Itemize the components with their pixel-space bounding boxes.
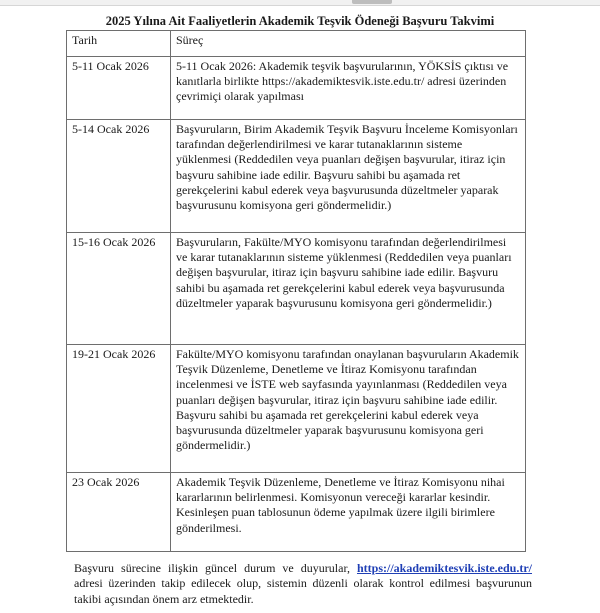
footer-note [74,561,532,607]
footer-text-after: adresi üzerinden takip edilecek olup, sistemin düzenli olarak kontrol edilmesi başvurunun takibi açısından önem arz etmektedir. [74,576,532,606]
table-row [67,473,526,552]
row-process: Başvuruların, Birim Akademik Teşvik Başvuru İnceleme Komisyonları tarafından değerlendirilmesi ve karar tutanaklarının sisteme yüklenmesi (Reddedilen veya puanları değişen başvurular, itiraz için başvuru sahibine iade edilir. Başvuru sahibi bu aşamada ret gerekçelerini kabul ederek veya başvurusunda düzeltmeler yaparak başvurusunu komisyona geri göndermelidir.) [171,120,526,233]
row-process: Başvuruların, Fakülte/MYO komisyonu tarafından değerlendirilmesi ve karar tutanaklarının sisteme yüklenmesi (Reddedilen veya puanları değişen başvurular, itiraz için başvuru sahibine iade edilir. Başvuru sahibi bu aşamada ret gerekçelerini kabul ederek veya başvurusunda düzeltmeler yaparak başvurusunu komisyona geri göndermelidir.) [171,233,526,345]
row-date: 5-14 Ocak 2026 [67,120,171,233]
schedule-table [66,30,526,552]
row-date: 19-21 Ocak 2026 [67,345,171,473]
scroll-handle[interactable] [352,0,392,4]
header-date: Tarih [67,31,171,57]
row-date: 23 Ocak 2026 [67,473,171,552]
row-process: 5-11 Ocak 2026: Akademik teşvik başvurularının, YÖKSİS çıktısı ve kanıtlarla birlikte https://akademiktesvik.iste.edu.tr/ adresi üzerinden çevrimiçi olarak yapılması [171,57,526,120]
row-process: Akademik Teşvik Düzenleme, Denetleme ve İtiraz Komisyonu nihai kararlarının belirlenmesi. Komisyonun vereceği kararlar kesindir. Kesinleşen puan tablosunun ödeme yapılmak üzere ilgili birimlere gönderilmesi. [171,473,526,552]
row-date: 5-11 Ocak 2026 [67,57,171,120]
header-process: Süreç [171,31,526,57]
row-date: 15-16 Ocak 2026 [67,233,171,345]
top-toolbar-strip [0,0,600,6]
website-link[interactable]: https://akademiktesvik.iste.edu.tr/ [356,561,532,575]
row-process: Fakülte/MYO komisyonu tarafından onaylanan başvuruların Akademik Teşvik Düzenleme, Denetleme ve İtiraz Komisyonu tarafından incelenmesi ve İSTE web sayfasında yayınlanması (Reddedilen veya puanları değişen başvurular, itiraz için başvuru sahibine iade edilir. Başvuru sahibi bu aşamada ret gerekçelerini kabul ederek veya başvurusunda düzeltmeler yaparak başvurusunu komisyona geri göndermelidir.) [171,345,526,473]
table-row [67,120,526,233]
table-row [67,233,526,345]
footer-text-before: Başvuru sürecine ilişkin güncel durum ve duyurular, [74,561,357,575]
table-row [67,57,526,120]
document-title: 2025 Yılına Ait Faaliyetlerin Akademik Teşvik Ödeneği Başvuru Takvimi [105,14,495,28]
table-header-row [67,31,526,57]
table-row [67,345,526,473]
